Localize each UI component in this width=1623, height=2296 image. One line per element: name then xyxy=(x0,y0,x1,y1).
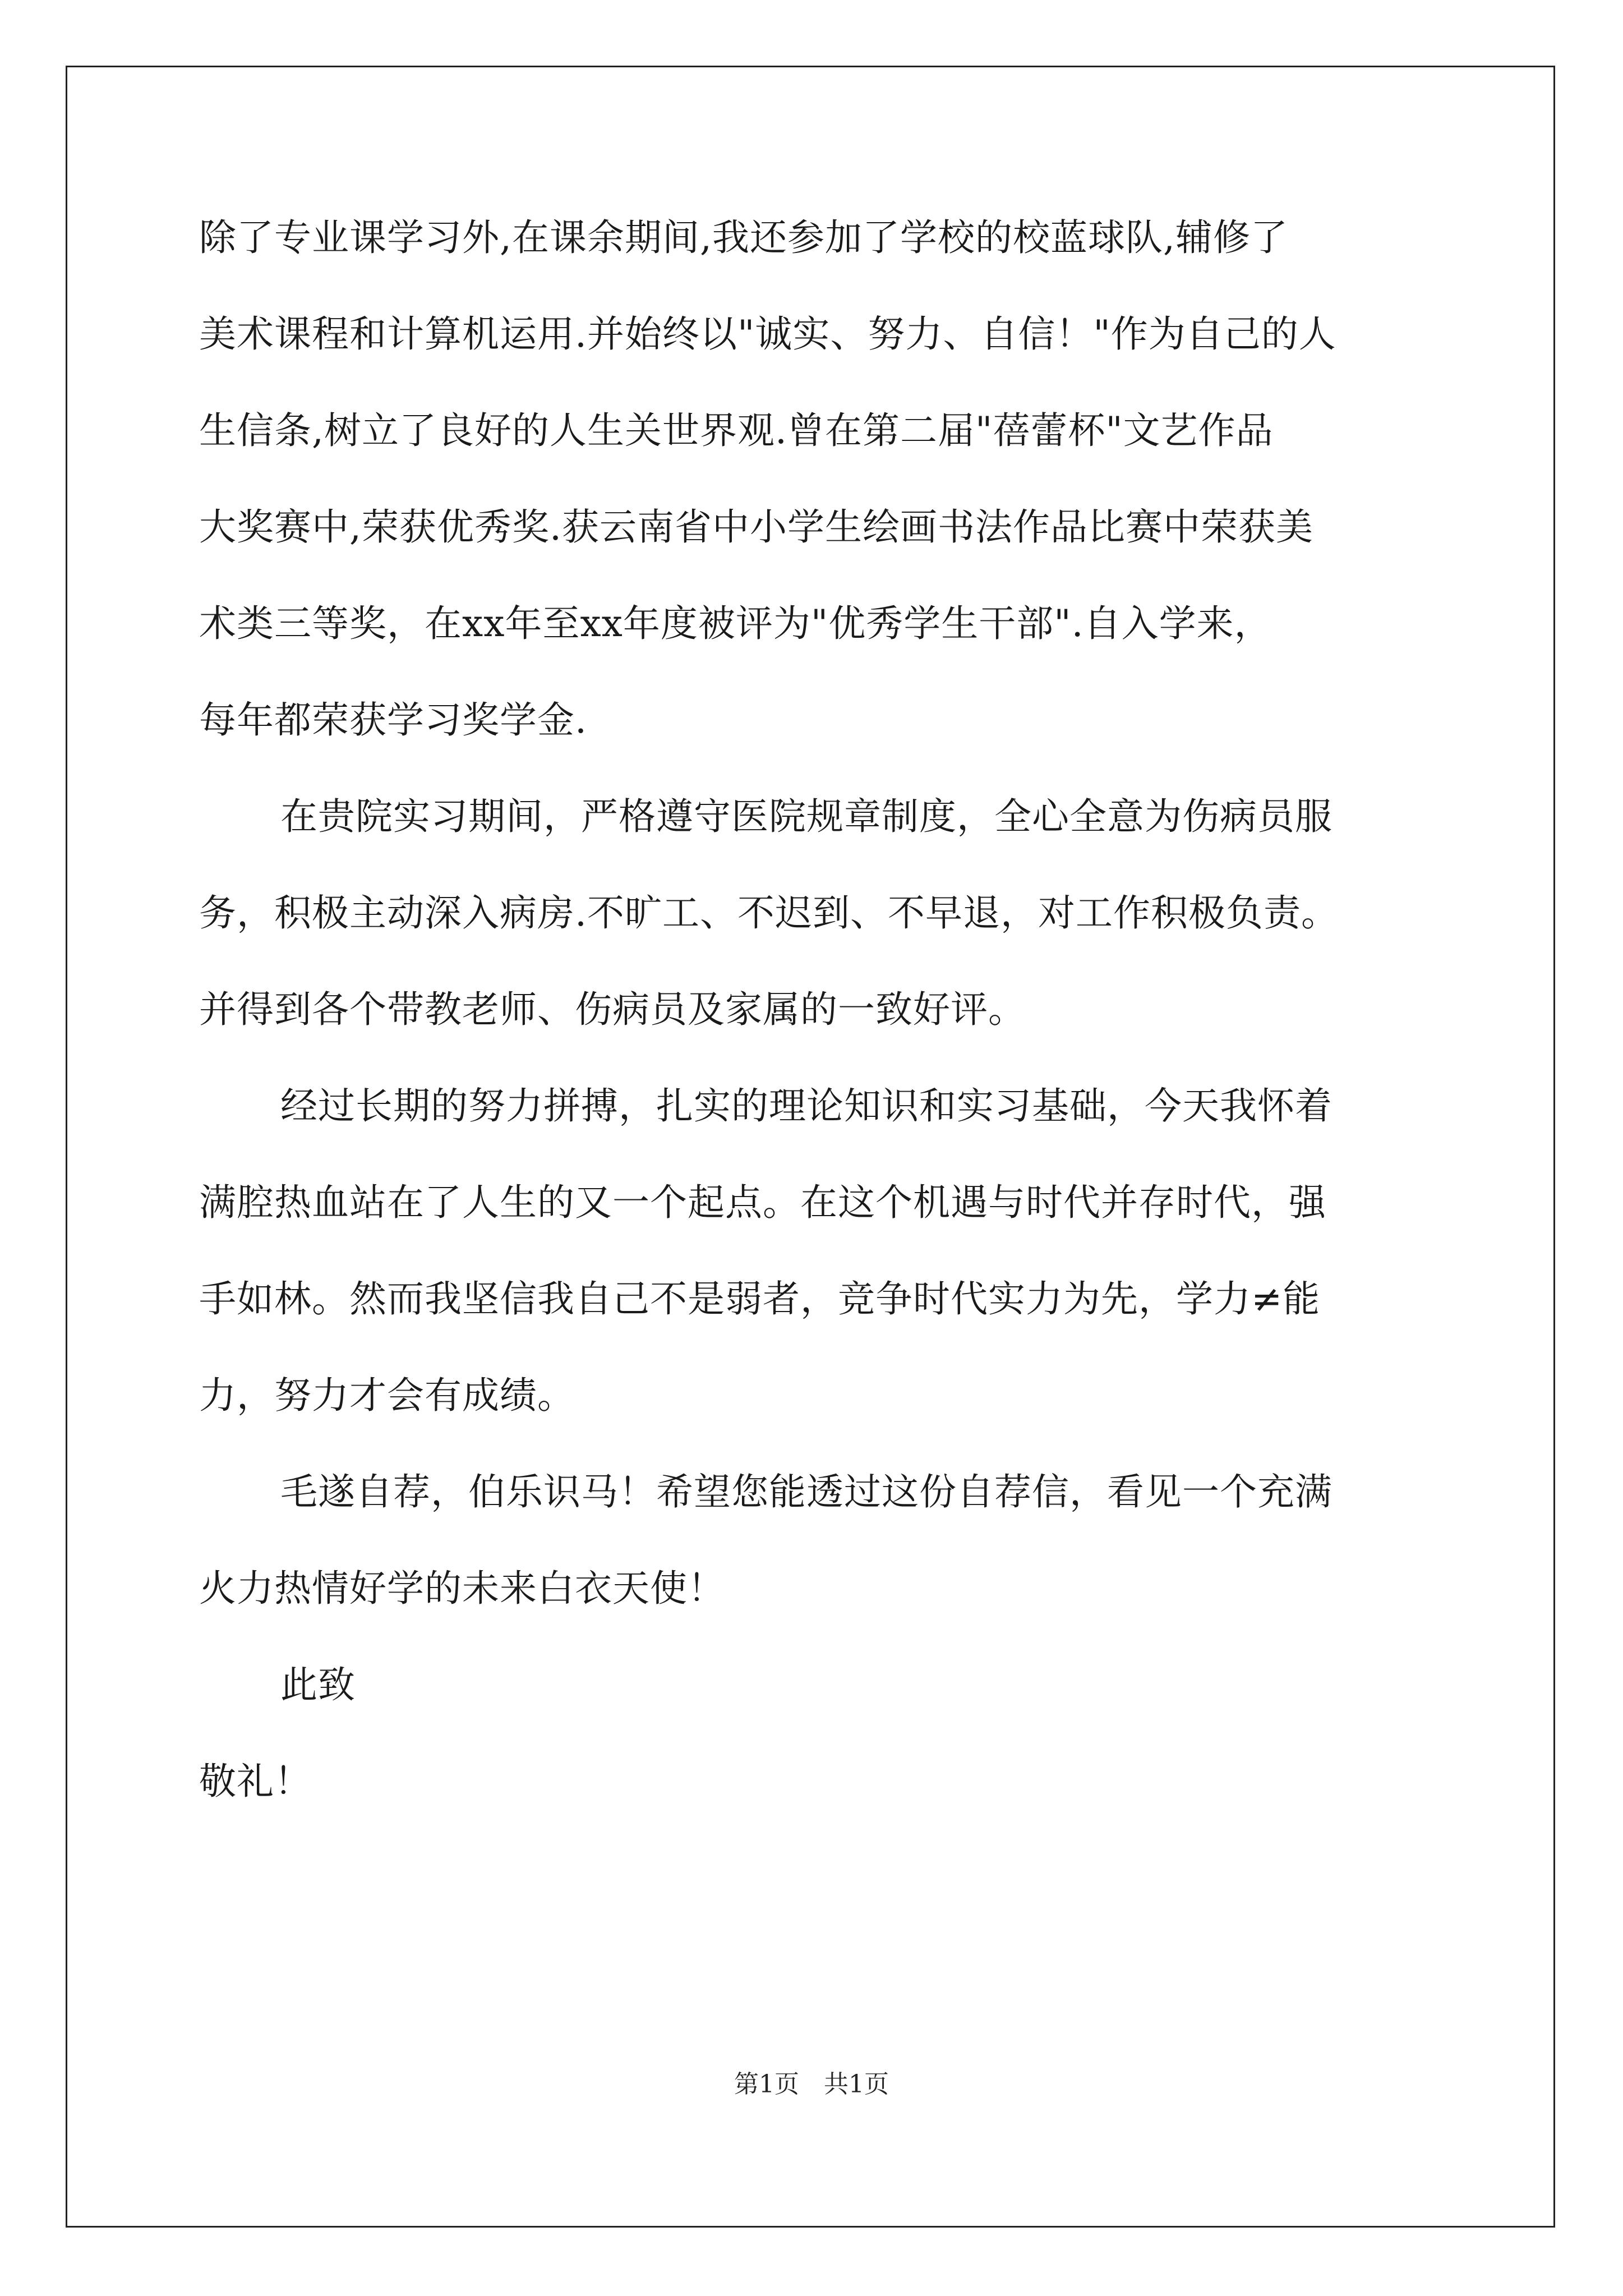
text-line: 手如林。然而我坚信我自己不是弱者，竞争时代实力为先，学力≠能 xyxy=(199,1277,1321,1320)
text-line: 除了专业课学习外,在课余期间,我还参加了学校的校蓝球队,辅修了 xyxy=(199,216,1288,259)
page-border xyxy=(66,66,1555,2228)
text-line: 毛遂自荐，伯乐识马！希望您能透过这份自荐信，看见一个充满 xyxy=(280,1470,1332,1513)
page-footer: 第1页 共1页 xyxy=(734,2070,889,2099)
text-line: 美术课程和计算机运用.并始终以"诚实、努力、自信！"作为自己的人 xyxy=(199,312,1336,356)
closing-salutation: 此致 xyxy=(280,1663,356,1706)
text-line: 满腔热血站在了人生的又一个起点。在这个机遇与时代并存时代，强 xyxy=(199,1181,1326,1224)
text-line: 每年都荣获学习奖学金. xyxy=(199,698,587,742)
text-line: 火力热情好学的未来白衣天使！ xyxy=(199,1567,725,1610)
text-line: 术类三等奖，在xx年至xx年度被评为"优秀学生干部".自入学来， xyxy=(199,602,1272,645)
closing-regards: 敬礼！ xyxy=(199,1760,312,1803)
text-line: 在贵院实习期间，严格遵守医院规章制度，全心全意为伤病员服 xyxy=(280,795,1332,838)
text-line: 力，努力才会有成绩。 xyxy=(199,1374,575,1417)
text-line: 大奖赛中,荣获优秀奖.获云南省中小学生绘画书法作品比赛中荣获美 xyxy=(199,505,1313,549)
text-line: 务，积极主动深入病房.不旷工、不迟到、不早退，对工作积极负责。 xyxy=(199,891,1339,935)
text-line: 经过长期的努力拼搏，扎实的理论知识和实习基础，今天我怀着 xyxy=(280,1084,1332,1128)
text-line: 并得到各个带教老师、伤病员及家属的一致好评。 xyxy=(199,988,1026,1031)
text-line: 生信条,树立了良好的人生关世界观.曾在第二届"蓓蕾杯"文艺作品 xyxy=(199,409,1274,452)
